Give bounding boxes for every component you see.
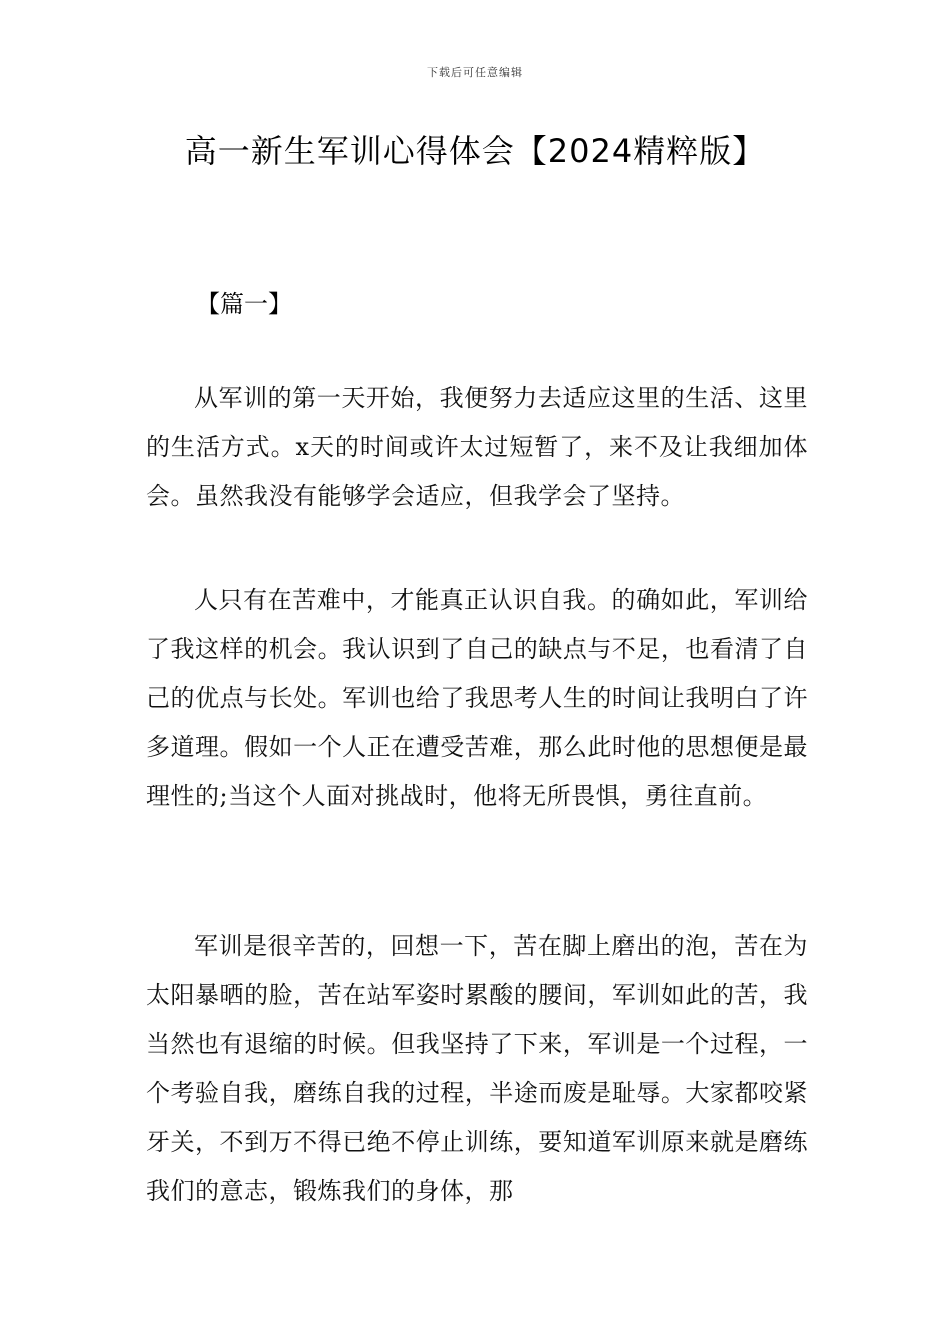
section-heading: 【篇一】 — [196, 290, 292, 318]
header-note: 下载后可任意编辑 — [427, 66, 523, 79]
document-title: 高一新生军训心得体会【2024精粹版】 — [184, 132, 766, 170]
paragraph-1: 从军训的第一天开始，我便努力去适应这里的生活、这里的生活方式。x天的时间或许太过短暂了，来不及让我细加体会。虽然我没有能够学会适应，但我学会了坚持。 — [146, 384, 808, 510]
paragraph-3: 军训是很辛苦的，回想一下，苦在脚上磨出的泡，苦在为太阳暴晒的脸，苦在站军姿时累酸的腰间，军训如此的苦，我当然也有退缩的时候。但我坚持了下来，军训是一个过程，一个考验自我，磨练自我的过程，半途而废是耻辱。大家都咬紧牙关，不到万不得已绝不停止训练，要知道军训原来就是磨练我们的意志，锻炼我们的身体，那 — [146, 932, 808, 1205]
paragraph-2: 人只有在苦难中，才能真正认识自我。的确如此，军训给了我这样的机会。我认识到了自己的缺点与不足，也看清了自己的优点与长处。军训也给了我思考人生的时间让我明白了许多道理。假如一个人正在遭受苦难，那么此时他的思想便是最理性的;当这个人面对挑战时，他将无所畏惧，勇往直前。 — [146, 586, 808, 810]
